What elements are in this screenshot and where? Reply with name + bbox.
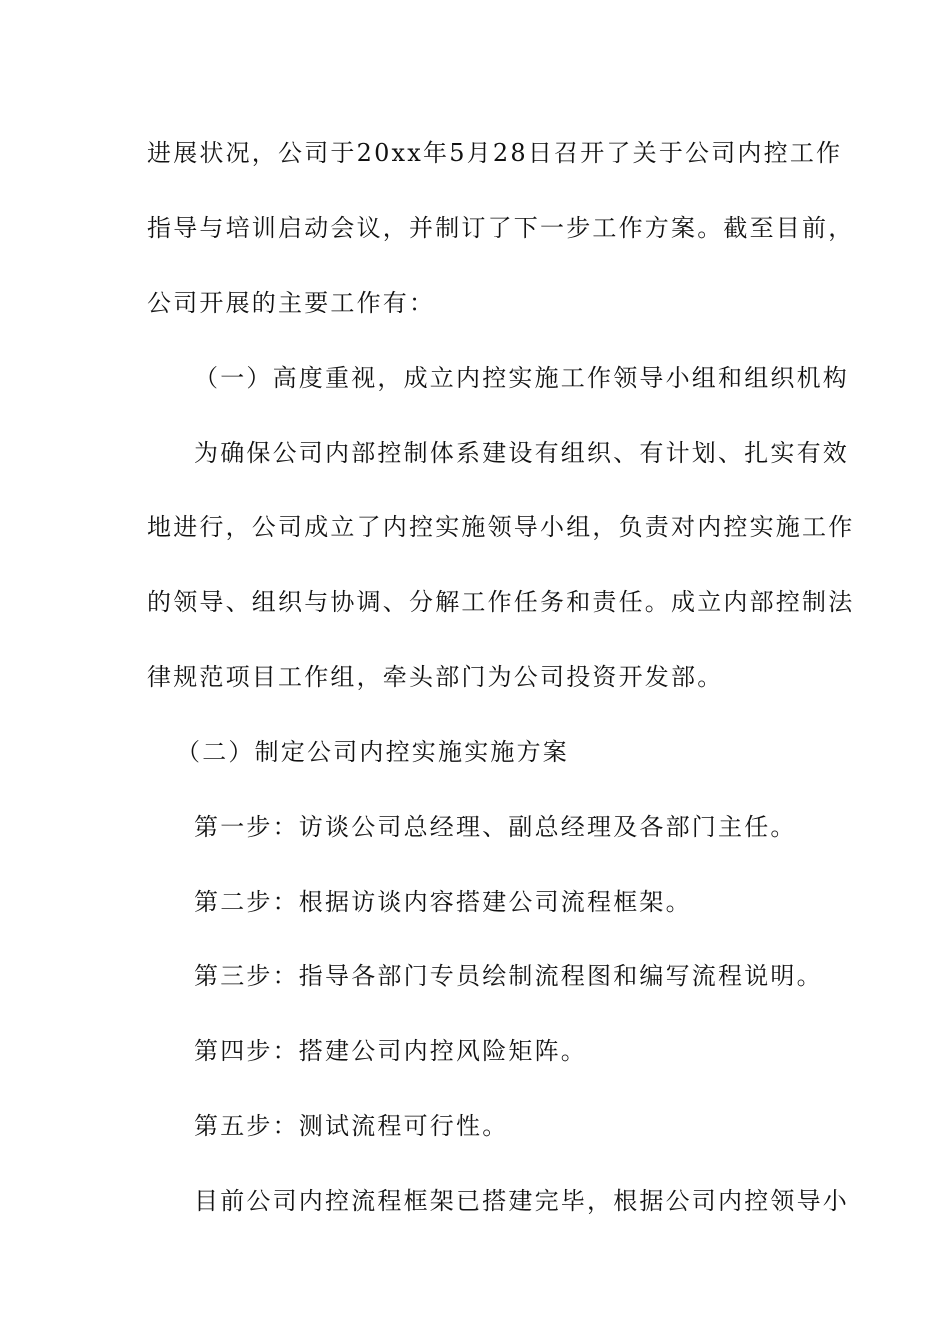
section-heading-2: （二）制定公司内控实施实施方案	[176, 738, 569, 766]
step-item-3: 第三步：指导各部门专员绘制流程图和编写流程说明。	[194, 962, 823, 990]
paragraph-line-5: 为确保公司内部控制体系建设有组织、有计划、扎实有效	[194, 439, 849, 467]
step-item-1: 第一步：访谈公司总经理、副总经理及各部门主任。	[194, 813, 797, 841]
paragraph-line-1: 进展状况，公司于20xx年5月28日召开了关于公司内控工作	[147, 139, 843, 167]
paragraph-line-3: 公司开展的主要工作有：	[147, 289, 436, 317]
step-item-5: 第五步：测试流程可行性。	[194, 1112, 509, 1140]
step-item-4: 第四步：搭建公司内控风险矩阵。	[194, 1037, 587, 1065]
paragraph-line-8: 律规范项目工作组，牵头部门为公司投资开发部。	[147, 663, 724, 691]
paragraph-line-15: 目前公司内控流程框架已搭建完毕，根据公司内控领导小	[194, 1187, 849, 1215]
step-item-2: 第二步：根据访谈内容搭建公司流程框架。	[194, 888, 692, 916]
section-heading-1: （一）高度重视，成立内控实施工作领导小组和组织机构	[194, 364, 849, 392]
paragraph-line-7: 的领导、组织与协调、分解工作任务和责任。成立内部控制法	[147, 588, 855, 616]
paragraph-line-2: 指导与培训启动会议，并制订了下一步工作方案。截至目前，	[147, 214, 855, 242]
paragraph-line-6: 地进行，公司成立了内控实施领导小组，负责对内控实施工作	[147, 513, 855, 541]
